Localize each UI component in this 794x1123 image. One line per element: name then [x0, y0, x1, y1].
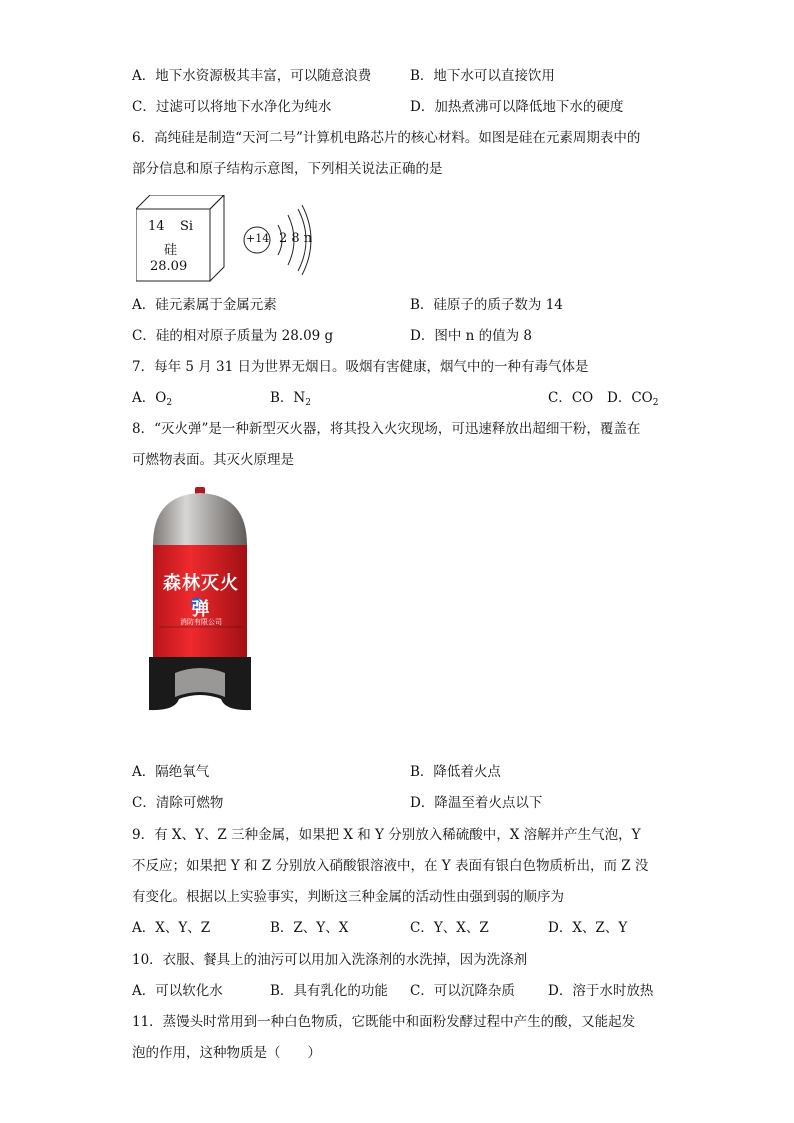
- q5-option-b: B．地下水可以直接饮用: [410, 68, 555, 84]
- nucleus-charge: +14: [246, 232, 270, 245]
- q10-option-c: C．可以沉降杂质: [410, 983, 515, 999]
- q10-option-a: A．可以软化水: [132, 983, 223, 999]
- q8-stem-line2: 可燃物表面。其灭火原理是: [132, 452, 294, 468]
- q7-stem: 7．每年 5 月 31 日为世界无烟日。吸烟有害健康，烟气中的一种有毒气体是: [132, 359, 589, 375]
- q7-option-d-sub: 2: [652, 398, 659, 408]
- q9-stem-line3: 有变化。根据以上实验事实，判断这三种金属的活动性由强到弱的顺序为: [132, 889, 564, 905]
- extinguisher-label: 森林灭火弹: [163, 573, 239, 620]
- q7-option-d: [607, 388, 658, 413]
- q10-option-b: B．具有乳化的功能: [270, 983, 388, 999]
- q9-option-a: A．X、Y、Z: [132, 920, 211, 936]
- q6-option-c: C．硅的相对原子质量为 28.09 g: [132, 328, 334, 344]
- q5-option-d: D．加热煮沸可以降低地下水的硬度: [410, 99, 624, 115]
- q6-stem-line2: 部分信息和原子结构示意图，下列相关说法正确的是: [132, 161, 443, 177]
- q7-option-c-text: C．CO: [548, 390, 594, 406]
- element-symbol: Si: [180, 219, 194, 234]
- q7-option-b: [270, 388, 311, 413]
- q7-option-d-text: D．CO: [607, 390, 653, 406]
- q6-option-a: A．硅元素属于金属元素: [132, 297, 277, 313]
- q7-option-b-sub: 2: [305, 398, 311, 408]
- atomic-mass: 28.09: [150, 259, 188, 274]
- element-name: 硅: [164, 243, 178, 258]
- q11-stem-line2: 泡的作用，这种物质是（ ）: [132, 1045, 321, 1061]
- periodic-table-cell: [136, 195, 228, 287]
- q7-option-a-text: A．O: [132, 390, 167, 406]
- q8-stem-line1: 8．“灭火弹”是一种新型灭火器，将其投入火灾现场，可迅速释放出超细干粉，覆盖在: [132, 421, 641, 437]
- q8-option-c: C．清除可燃物: [132, 795, 224, 811]
- q9-option-b: B．Z、Y、X: [270, 920, 349, 936]
- q10-option-d: D．溶于水时放热: [548, 983, 654, 999]
- q9-option-c: C．Y、X、Z: [410, 920, 489, 936]
- q7-option-a-sub: 2: [166, 398, 173, 408]
- q7-option-c: [548, 388, 593, 408]
- atomic-number: 14: [148, 219, 165, 234]
- q8-option-b: B．降低着火点: [410, 764, 501, 780]
- q6-option-d: D．图中 n 的值为 8: [410, 328, 532, 344]
- q8-option-a: A．隔绝氧气: [132, 764, 210, 780]
- q9-option-d: D．X、Z、Y: [548, 920, 628, 936]
- q7-option-a: [132, 388, 172, 413]
- q7-option-b-text: B．N: [270, 390, 306, 406]
- q8-option-d: D．降温至着火点以下: [410, 795, 543, 811]
- extinguisher-company: 消防有限公司: [180, 618, 222, 626]
- q10-stem: 10．衣服、餐具上的油污可以用加入洗涤剂的水洗掉，因为洗涤剂: [132, 952, 528, 968]
- electron-shells: 2 8 n: [279, 231, 313, 246]
- q6-stem-line1: 6．高纯硅是制造“天河二号”计算机电路芯片的核心材料。如图是硅在元素周期表中的: [132, 130, 641, 146]
- atom-structure-diagram: [240, 195, 330, 285]
- fire-extinguisher-image: [145, 485, 255, 715]
- q9-stem-line2: 不反应；如果把 Y 和 Z 分别放入硝酸银溶液中，在 Y 表面有银白色物质析出，而 Z 没: [132, 858, 649, 874]
- q6-option-b: B．硅原子的质子数为 14: [410, 297, 563, 313]
- q11-stem-line1: 11．蒸馒头时常用到一种白色物质，它既能中和面粉发酵过程中产生的酸，又能起发: [132, 1014, 636, 1030]
- q5-option-a: A．地下水资源极其丰富，可以随意浪费: [132, 68, 372, 84]
- q9-stem-line1: 9．有 X、Y、Z 三种金属，如果把 X 和 Y 分别放入稀硫酸中，X 溶解并产生气泡，Y: [132, 827, 641, 843]
- q5-option-c: C．过滤可以将地下水净化为纯水: [132, 99, 332, 115]
